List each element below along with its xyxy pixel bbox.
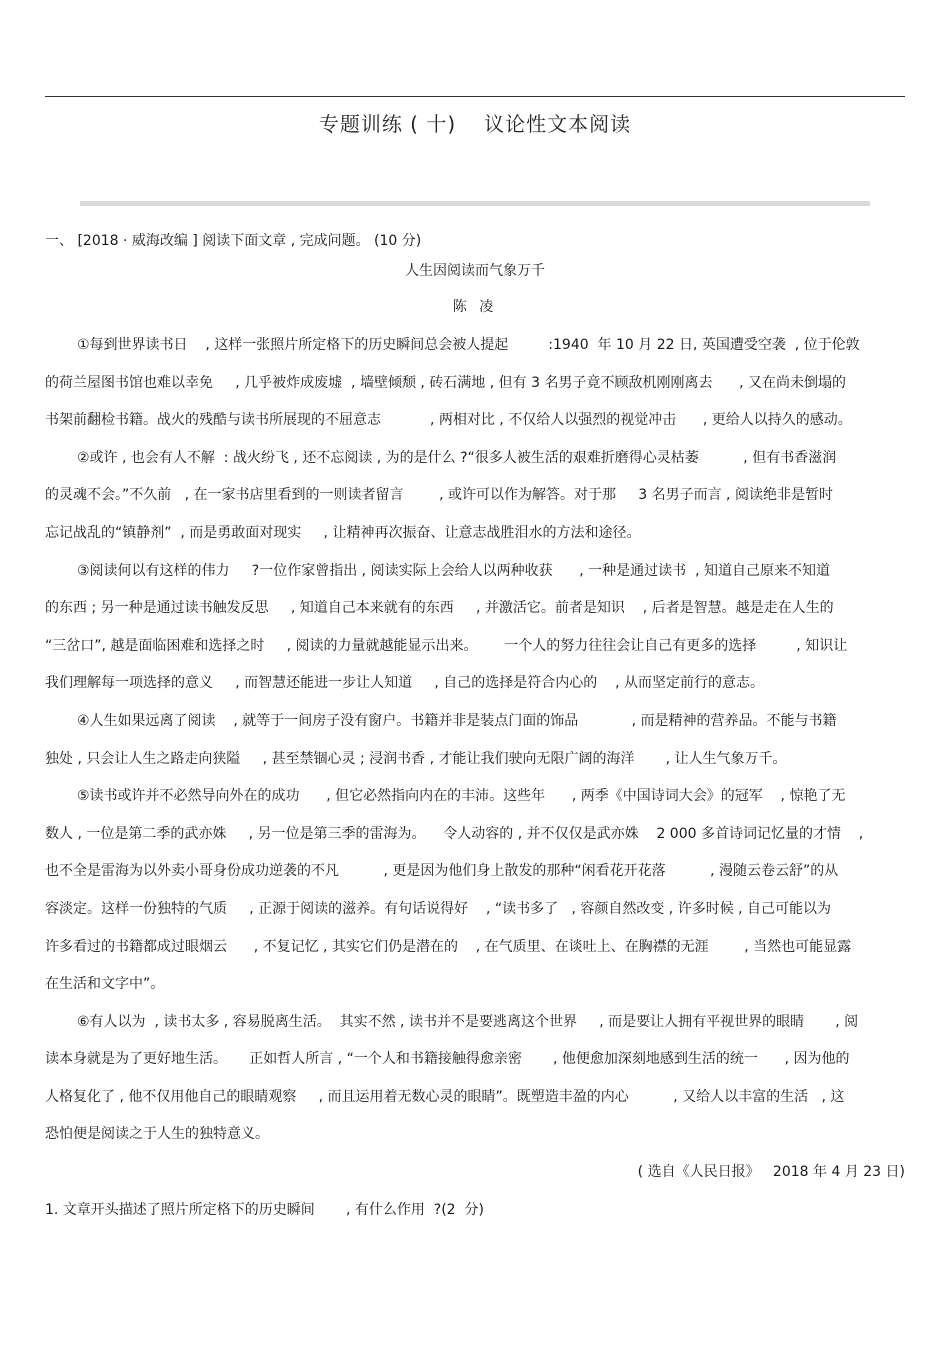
page-title: [0, 108, 950, 137]
article-title: 人生因阅读而气象万千: [405, 263, 545, 279]
paragraph-line: 忘记战乱的“镇静剂” , 而是勇敢面对现实 , 让精神再次振奋、让意志战胜泪水的方法和途径。: [45, 524, 641, 541]
answer-divider-bar: [80, 201, 870, 206]
paragraph-1: [45, 332, 905, 445]
paragraph-line: “三岔口”, 越是面临困难和选择之时 , 阅读的力量就越能显示出来。 一个人的努力往往会让自己有更多的选择 , 知识让: [45, 637, 848, 654]
page-title-part2: 议论性文本阅读: [484, 112, 632, 136]
article-source: ( 选自《人民日报》 2018 年 4 月 23 日): [637, 1164, 905, 1181]
document-body: [45, 228, 905, 1234]
paragraph-line: ④人生如果远离了阅读 , 就等于一间房子没有窗户。书籍并非是装点门面的饰品 , 而是精神的营养品。不能与书籍: [77, 712, 837, 729]
top-rule: [45, 96, 905, 97]
paragraph-2: [45, 445, 905, 558]
paragraph-line: 我们理解每一项选择的意义 , 而智慧还能进一步让人知道 , 自己的选择是符合内心的 , 从而坚定前行的意志。: [45, 675, 765, 692]
paragraph-line: ⑥有人以为 , 读书太多 , 容易脱离生活。 其实不然 , 读书并不是要逃离这个世界 , 而是要让人拥有平视世界的眼睛 , 阅: [77, 1013, 859, 1030]
paragraph-5: [45, 783, 905, 1009]
paragraph-line: 独处 , 只会让人生之路走向狭隘 , 甚至禁锢心灵 ; 浸润书香 , 才能让我们驶向无限广阔的海洋 , 让人生气象万千。: [45, 750, 787, 767]
paragraph-line: 书架前翻检书籍。战火的残酷与读书所展现的不屈意志 , 两相对比 , 不仅给人以强烈的视觉冲击 , 更给人以持久的感动。: [45, 412, 852, 429]
emphasis-dotted-text: 一位作家曾指出: [259, 563, 357, 583]
paragraph-line: 容淡定。这样一份独特的气质 , 正源于阅读的滋养。有句话说得好 , “读书多了 , 容颜自然改变 , 许多时候 , 自己可能以为: [45, 900, 832, 917]
article-author: 陈 凌: [452, 299, 498, 315]
paragraph-6: [45, 1009, 905, 1159]
section-header: 一、 [2018 · 威海改编 ] 阅读下面文章 , 完成问题。 (10 分): [45, 233, 422, 249]
page-title-part1: 专题训练 ( 十): [318, 112, 457, 136]
paragraph-line: 在生活和文字中”。: [45, 976, 165, 993]
paragraph-line: ⑤读书或许并不必然导向外在的成功 , 但它必然指向内在的丰沛。这些年 , 两季《中国诗词大会》的冠军 , 惊艳了无: [77, 788, 846, 805]
paragraph-line: 的荷兰屋图书馆也难以幸免 , 几乎被炸成废墟 , 墙壁倾颓 , 砖石满地 , 但有 3 名男子竟不顾敌机刚刚离去 , 又在尚未倒塌的: [45, 374, 847, 391]
paragraph-line: 人格复化了 , 他不仅用他自己的眼睛观察 , 而且运用着无数心灵的眼睛”。既塑造丰盈的内心 , 又给人以丰富的生活 , 这: [45, 1088, 845, 1105]
paragraph-4: [45, 708, 905, 783]
question-1: 1. 文章开头描述了照片所定格下的历史瞬间 , 有什么作用 ?(2 分): [45, 1201, 484, 1218]
paragraph-line: [45, 558, 905, 596]
paragraph-line: ②或许 , 也会有人不解 : 战火纷飞 , 还不忘阅读 , 为的是什么 ?“很多人被生活的艰难折磨得心灵枯萎 , 但有书香滋润: [77, 449, 837, 466]
paragraph-line: ①每到世界读书日 , 这样一张照片所定格下的历史瞬间总会被人提起 :1940 年 10 月 22 日, 英国遭受空袭 , 位于伦敦: [77, 337, 860, 353]
paragraph-3: [45, 558, 905, 708]
paragraph-line: 恐怕便是阅读之于人生的独特意义。: [45, 1126, 269, 1143]
paragraph-line: 的灵魂不会。”不久前 , 在一家书店里看到的一则读者留言 , 或许可以作为解答。对于那 3 名男子而言 , 阅读绝非是暂时: [45, 487, 833, 504]
paragraph-line: 也不全是雷海为以外卖小哥身份成功逆袭的不凡 , 更是因为他们身上散发的那种“闲看花开花落 , 漫随云卷云舒”的从: [45, 863, 839, 880]
paragraph-text: , 阅读实际上会给人以两种收获 , 一种是通过读书 , 知道自己原来不知道: [357, 562, 830, 579]
paragraph-line: 读本身就是为了更好地生活。 正如哲人所言 , “一个人和书籍接触得愈亲密 , 他便愈加深刻地感到生活的统一 , 因为他的: [45, 1051, 850, 1068]
paragraph-text: ③阅读何以有这样的伟力 ?: [77, 562, 260, 579]
paragraph-line: 许多看过的书籍都成过眼烟云 , 不复记忆 , 其实它们仍是潜在的 , 在气质里、在谈吐上、在胸襟的无涯 , 当然也可能显露: [45, 938, 852, 955]
paragraph-line: 数人 , 一位是第二季的武亦姝 , 另一位是第三季的雷海为。 令人动容的 , 并不仅仅是武亦姝 2 000 多首诗词记忆量的才情 ,: [45, 825, 864, 842]
paragraph-line: 的东西 ; 另一种是通过读书触发反思 , 知道自己本来就有的东西 , 并激活它。前者是知识 , 后者是智慧。越是走在人生的: [45, 600, 834, 617]
